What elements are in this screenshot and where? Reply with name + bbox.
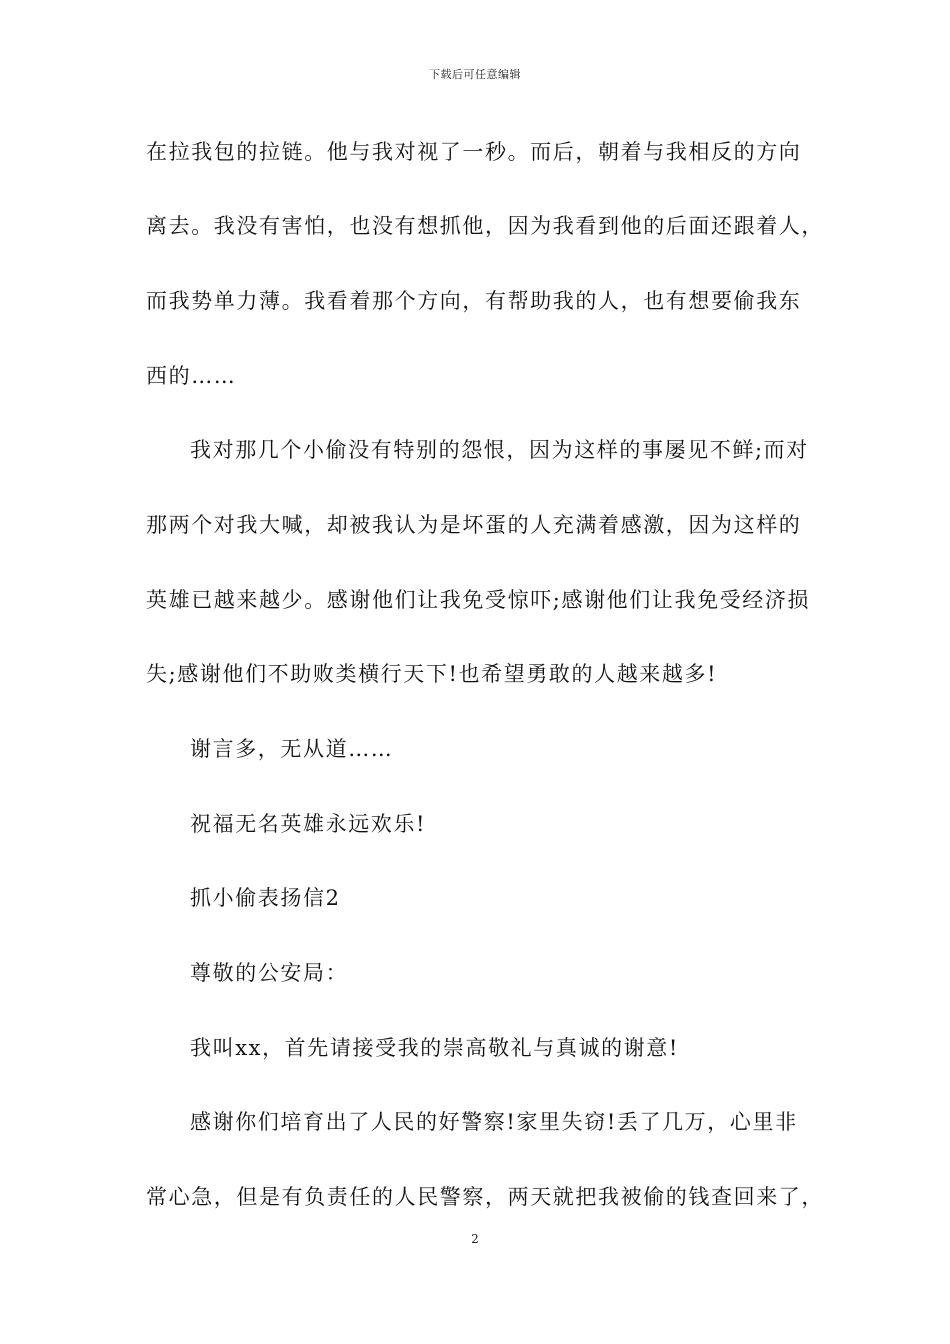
paragraph-first-line: 感谢你们培育出了人民的好警察!家里失窃!丢了几万，心里非 <box>190 1110 798 1134</box>
text-line: 而我势单力薄。我看着那个方向，有帮助我的人，也有想要偷我东 <box>146 289 802 313</box>
paragraph-first-line: 谢言多，无从道…… <box>190 737 394 761</box>
text-line: 那两个对我大喊，却被我认为是坏蛋的人充满着感激，因为这样的 <box>146 513 802 537</box>
text-line: 在拉我包的拉链。他与我对视了一秒。而后，朝着与我相反的方向 <box>146 140 802 164</box>
text-line: 常心急，但是有负责任的人民警察，两天就把我被偷的钱查回来了， <box>146 1185 824 1209</box>
page-number: 2 <box>471 1232 479 1246</box>
text-line: 英雄已越来越少。感谢他们让我免受惊吓;感谢他们让我免受经济损 <box>146 588 811 612</box>
page-header: 下载后可任意编辑 <box>429 68 521 81</box>
text-line: 失;感谢他们不助败类横行天下!也希望勇敢的人越来越多! <box>146 662 718 686</box>
paragraph-first-line: 我对那几个小偷没有特别的怨恨，因为这样的事屡见不鲜;而对 <box>190 438 809 462</box>
paragraph-first-line: 祝福无名英雄永远欢乐! <box>190 812 427 836</box>
salutation: 尊敬的公安局： <box>190 961 349 985</box>
paragraph-first-line: 我叫xx，首先请接受我的崇高敬礼与真诚的谢意! <box>190 1036 679 1060</box>
section-title: 抓小偷表扬信2 <box>190 886 341 910</box>
text-line: 西的…… <box>146 364 237 388</box>
text-line: 离去。我没有害怕，也没有想抓他，因为我看到他的后面还跟着人， <box>146 214 824 238</box>
